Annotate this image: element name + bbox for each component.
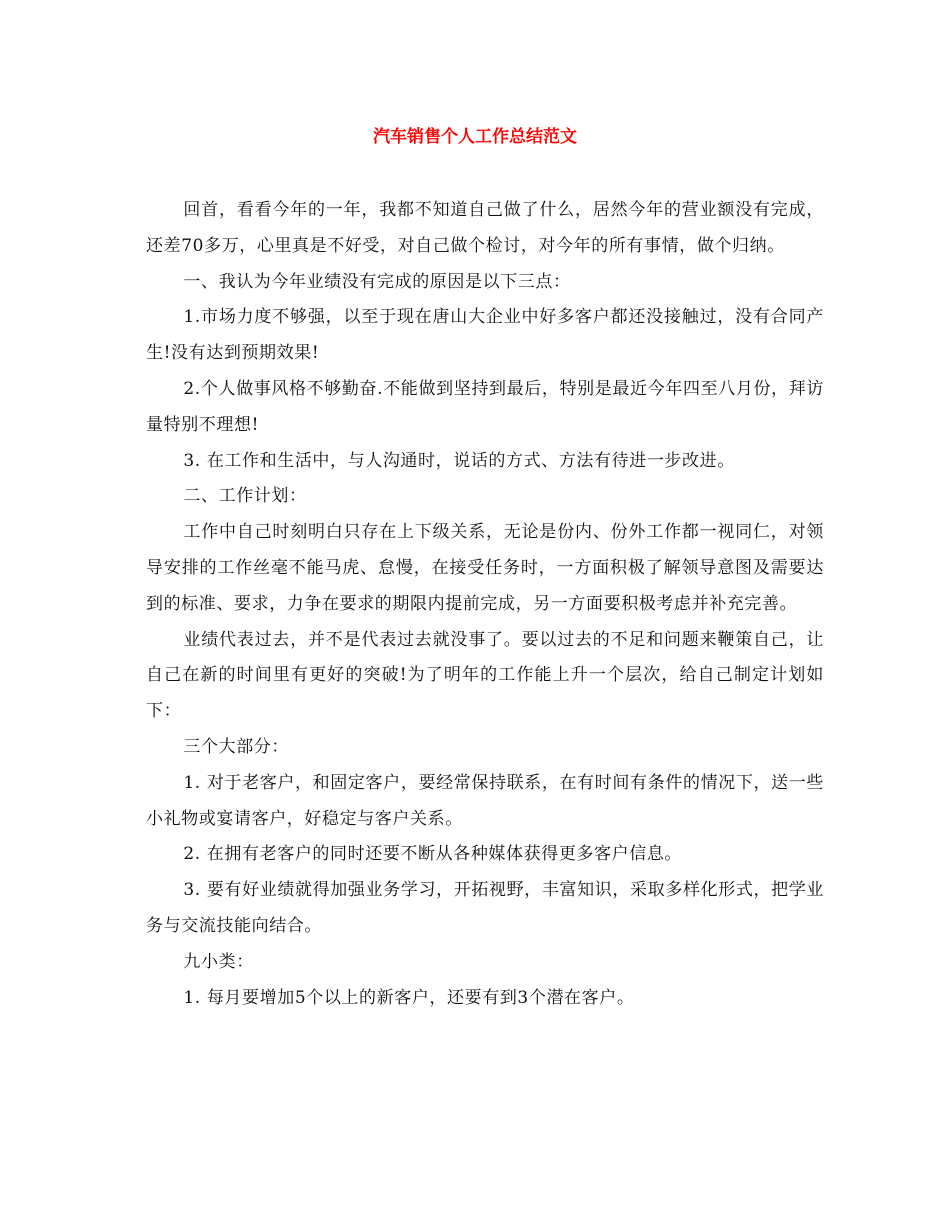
paragraph-intro: 回首，看看今年的一年，我都不知道自己做了什么，居然今年的营业额没有完成，还差70多万，心里真是不好受，对自己做个检讨，对今年的所有事情，做个归纳。 — [146, 200, 824, 256]
heading-reasons: 一、我认为今年业绩没有完成的原因是以下三点： — [183, 271, 571, 292]
paragraph-work-attitude: 工作中自己时刻明白只存在上下级关系，无论是份内、份外工作都一视同仁，对领导安排的工作丝毫不能马虎、怠慢，在接受任务时，一方面积极了解领导意图及需要达到的标准、要求，力争在要求的期限内提前完成，另一方面要积极考虑并补充完善。 — [146, 522, 824, 614]
document-body — [146, 193, 824, 1016]
plan-item-1: 1. 对于老客户，和固定客户，要经常保持联系，在有时间有条件的情况下，送一些小礼物或宴请客户，好稳定与客户关系。 — [146, 772, 824, 829]
category-item-1: 1. 每月要增加5个以上的新客户，还要有到3个潜在客户。 — [183, 987, 635, 1008]
heading-three-parts: 三个大部分： — [183, 736, 289, 757]
reason-item-3: 3. 在工作和生活中，与人沟通时，说话的方式、方法有待进一步改进。 — [183, 450, 735, 471]
reason-item-2: 2.个人做事风格不够勤奋.不能做到坚持到最后，特别是最近今年四至八月份，拜访量特别不理想! — [146, 378, 824, 435]
paragraph-performance: 业绩代表过去，并不是代表过去就没事了。要以过去的不足和问题来鞭策自己，让自己在新的时间里有更好的突破!为了明年的工作能上升一个层次，给自己制定计划如下： — [146, 629, 824, 722]
plan-item-2: 2. 在拥有老客户的同时还要不断从各种媒体获得更多客户信息。 — [183, 844, 683, 865]
heading-nine-categories: 九小类： — [183, 951, 254, 972]
heading-work-plan: 二、工作计划： — [183, 486, 307, 507]
plan-item-3: 3. 要有好业绩就得加强业务学习，开拓视野，丰富知识，采取多样化形式，把学业务与交流技能向结合。 — [146, 880, 824, 936]
reason-item-1: 1.市场力度不够强，以至于现在唐山大企业中好多客户都还没接触过，没有合同产生!没有达到预期效果! — [146, 307, 824, 364]
document-title: 汽车销售个人工作总结范文 — [373, 127, 577, 147]
